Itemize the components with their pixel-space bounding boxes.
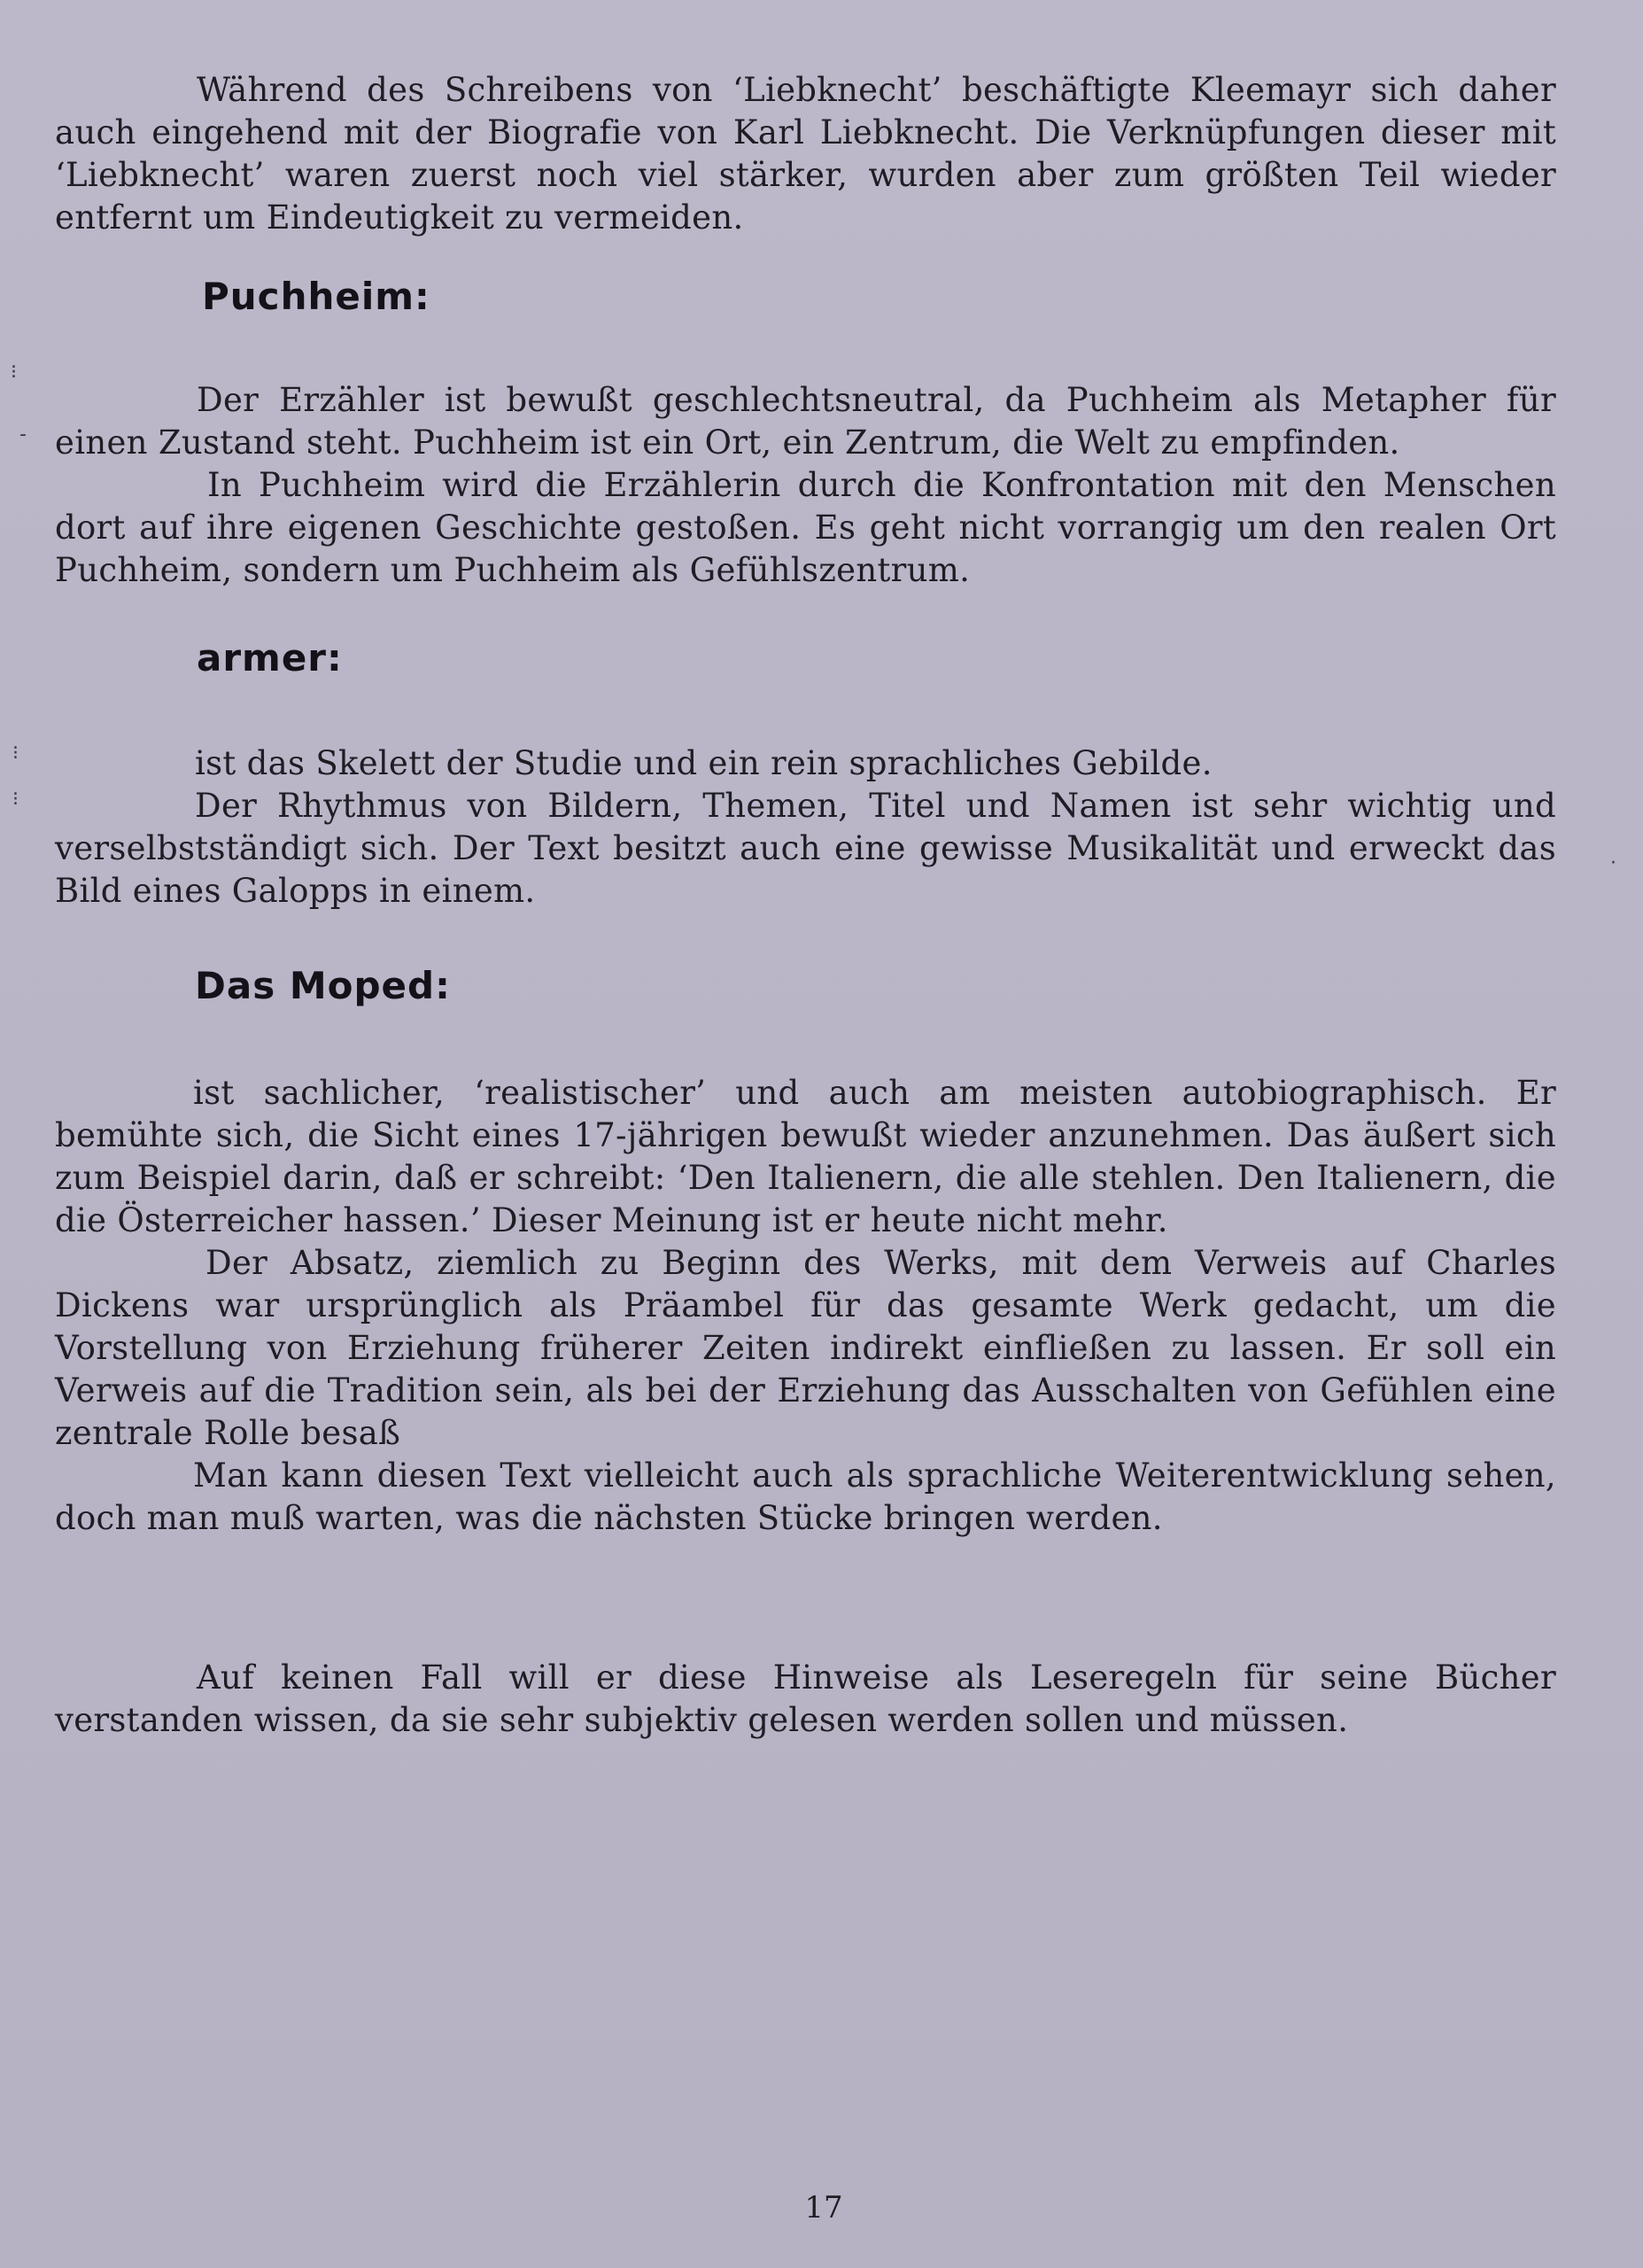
moped-section: [55, 1072, 1556, 1540]
puchheim-section: [55, 379, 1556, 592]
heading-puchheim: Puchheim:: [202, 275, 430, 318]
armer-paragraph-2: Der Rhythmus von Bildern, Themen, Titel und Namen ist sehr wichtig und verselbstständigt sich. Der Text besitzt auch eine gewisse Musikalität und erweckt das Bild eines Galopps in einem.: [55, 787, 1556, 910]
intro-paragraph: Während des Schreibens von ‘Liebknecht’ beschäftigte Kleemayr sich daher auch eingehend mit der Biografie von Karl Liebknecht. Die Verknüpfungen dieser mit ‘Liebknecht’ waren zuerst noch viel stärker, wurden aber zum größten Teil wieder entfernt um Eindeutigkeit zu vermeiden.: [55, 71, 1556, 237]
closing-paragraph: Auf keinen Fall will er diese Hinweise als Leseregeln für seine Bücher verstanden wissen, da sie sehr subjektiv gelesen werden sollen und müssen.: [55, 1658, 1556, 1739]
scan-mark: ⁝: [12, 742, 19, 765]
page-number: 17: [804, 2190, 843, 2225]
moped-paragraph-2: Der Absatz, ziemlich zu Beginn des Werks, mit dem Verweis auf Charles Dickens war ursprünglich als Präambel für das gesamte Werk gedacht, um die Vorstellung von Erziehung früherer Zeiten indirekt einfließen zu lassen. Er soll ein Verweis auf die Tradition sein, als bei der Erziehung das Ausschalten von Gefühlen eine zentrale Rolle besaß: [55, 1244, 1556, 1452]
armer-section: [55, 742, 1556, 913]
armer-paragraph-1: ist das Skelett der Studie und ein rein sprachliches Gebilde.: [195, 744, 1213, 782]
moped-paragraph-1: ist sachlicher, ‘realistischer’ und auch am meisten autobiographisch. Er bemühte sich, die Sicht eines 17-jährigen bewußt wieder anzunehmen. Das äußert sich zum Beispiel darin, daß er schreibt: ‘Den Italienern, die alle stehlen. Den Italienern, die die Österreicher hassen.’ Dieser Meinung ist er heute nicht mehr.: [55, 1074, 1556, 1239]
closing-section: [55, 1657, 1556, 1742]
puchheim-paragraph-1: Der Erzähler ist bewußt geschlechtsneutral, da Puchheim als Metapher für einen Zustand steht. Puchheim ist ein Ort, ein Zentrum, die Welt zu empfinden.: [55, 381, 1556, 462]
scan-mark: ⁝: [11, 361, 17, 384]
scan-mark: ·: [1610, 852, 1616, 874]
intro-section: [55, 69, 1556, 239]
heading-armer: armer:: [197, 636, 343, 680]
puchheim-paragraph-2: In Puchheim wird die Erzählerin durch die Konfrontation mit den Menschen dort auf ihre eigenen Geschichte gestoßen. Es geht nicht vorrangig um den realen Ort Puchheim, sondern um Puchheim als Gefühlszentrum.: [55, 466, 1556, 589]
scan-mark: ⁝: [12, 788, 19, 811]
moped-paragraph-3: Man kann diesen Text vielleicht auch als sprachliche Weiterentwicklung sehen, doch man muß warten, was die nächsten Stücke bringen werden.: [55, 1456, 1556, 1537]
scan-mark: -: [19, 423, 27, 446]
heading-das-moped: Das Moped:: [195, 964, 451, 1007]
